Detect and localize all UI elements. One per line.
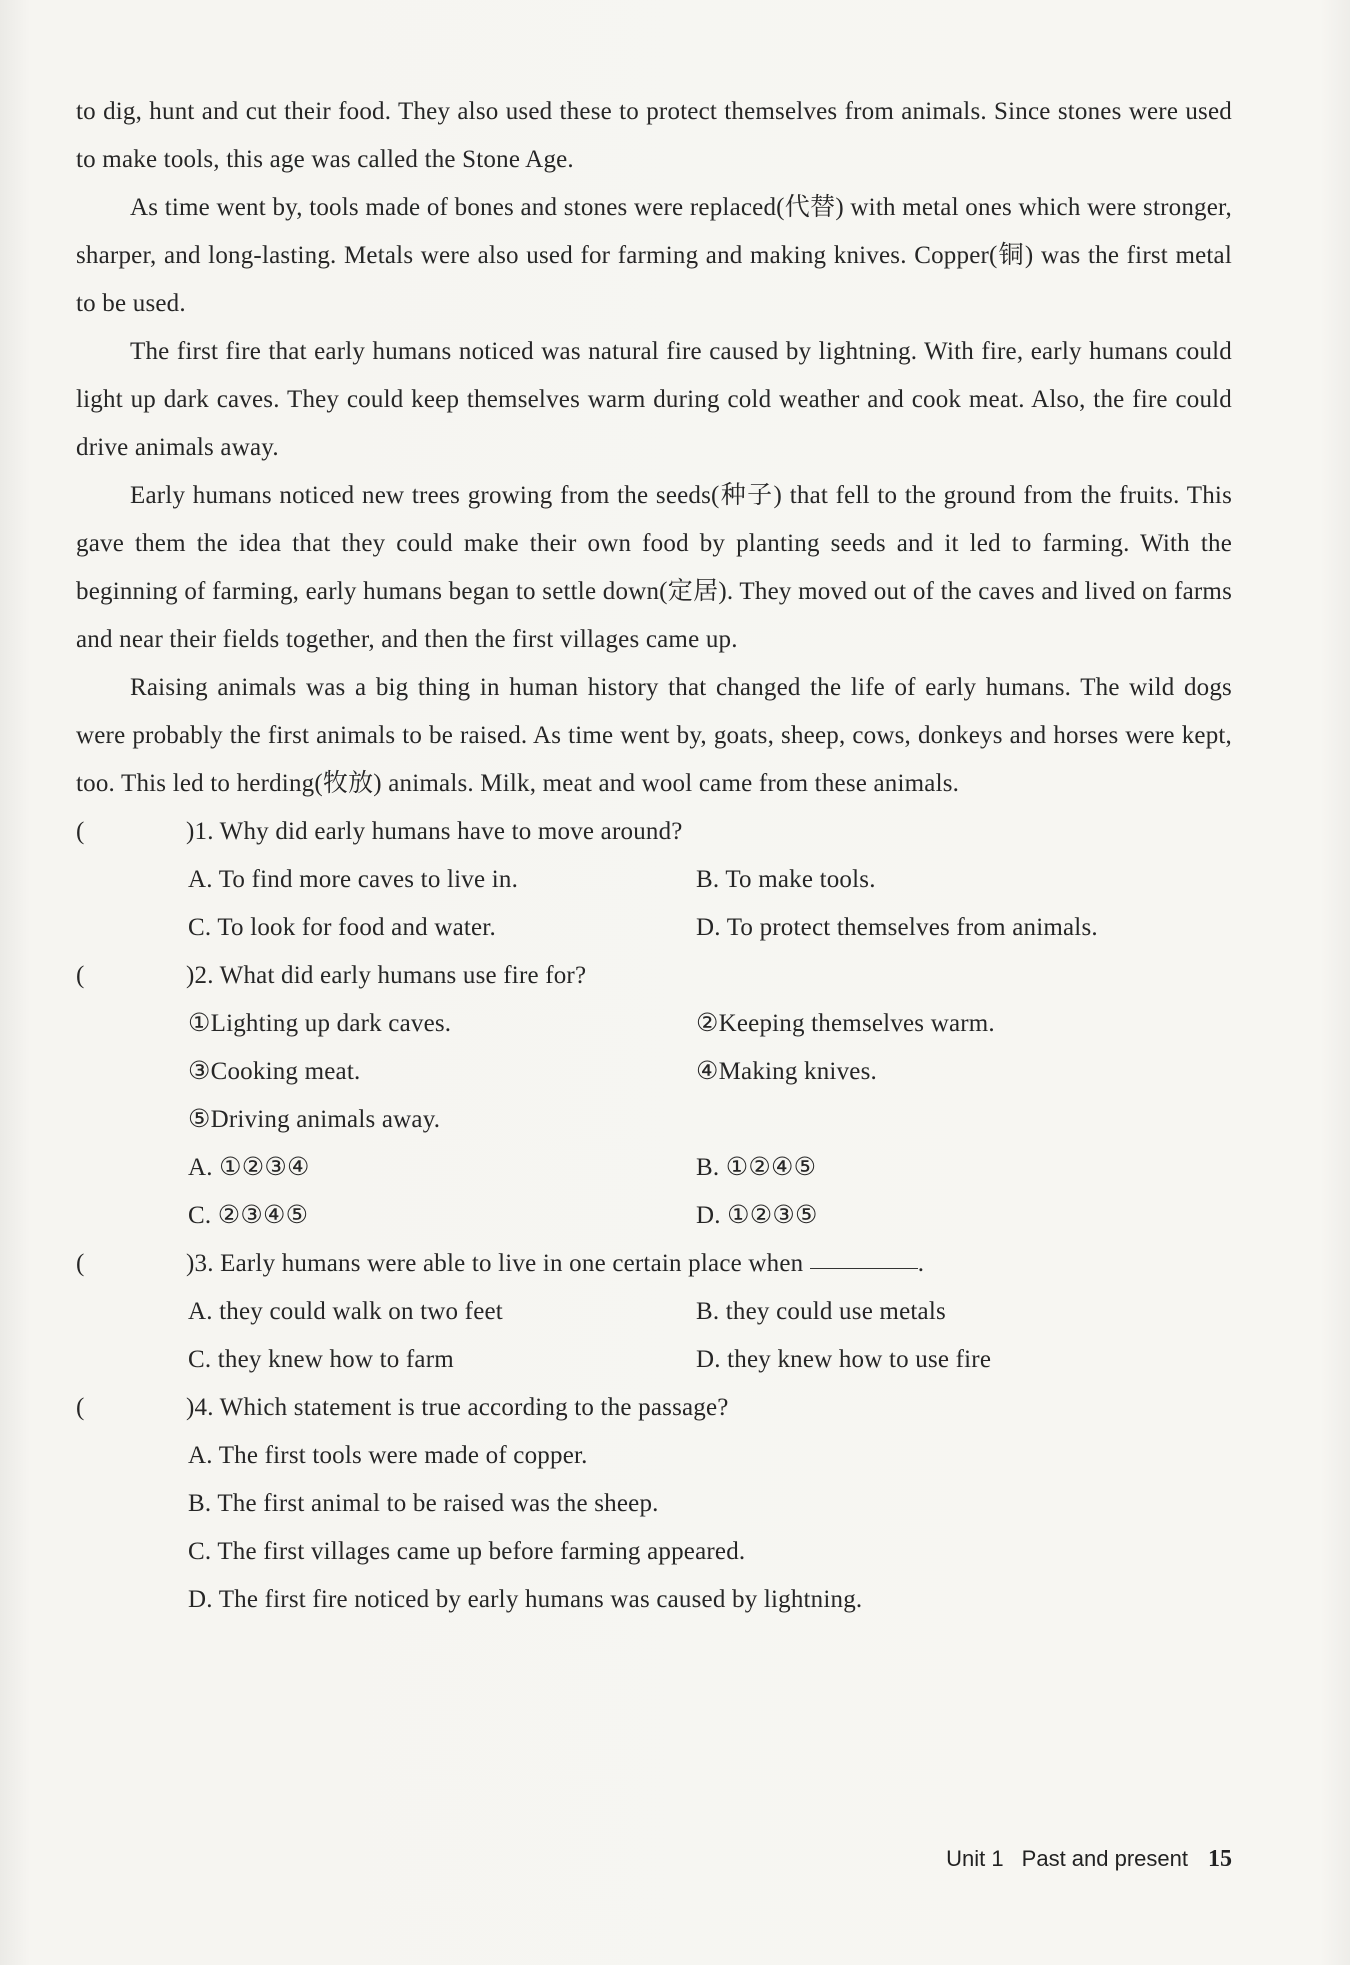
option-b: B. ①②④⑤	[696, 1154, 817, 1181]
question-4-options	[188, 1432, 1232, 1624]
question-stem-end: .	[917, 1250, 925, 1277]
option-b: B. The first animal to be raised was the sheep.	[188, 1490, 659, 1517]
page-content	[76, 88, 1232, 1624]
passage-paragraph: Raising animals was a big thing in human history that changed the life of early humans. The wild dogs were probably the first animals to be raised. As time went by, goats, sheep, cows, donkeys and horses were kept, too. This led to herding(牧放) animals. Milk, meat and wool came from these animals.	[76, 674, 1232, 797]
question-1	[76, 808, 1232, 856]
option-a: A. they could walk on two feet	[188, 1298, 503, 1325]
option-a: A. To find more caves to live in.	[188, 866, 519, 893]
question-1-options	[188, 856, 1232, 952]
page-footer	[946, 1846, 1232, 1873]
page-number: 15	[1208, 1846, 1232, 1872]
unit-title: Past and present	[1021, 1846, 1188, 1871]
item-3: ③Cooking meat.	[188, 1058, 361, 1085]
answer-bracket[interactable]: (	[76, 962, 85, 989]
option-c: C. To look for food and water.	[188, 914, 496, 941]
question-3	[76, 1240, 1232, 1288]
question-stem	[186, 1240, 1232, 1288]
question-stem-text: )3. Early humans were able to live in one certain place when	[186, 1250, 804, 1277]
answer-blank[interactable]	[810, 1267, 918, 1269]
option-d: D. ①②③⑤	[696, 1202, 818, 1229]
option-d: D. To protect themselves from animals.	[696, 914, 1098, 941]
option-c: C. ②③④⑤	[188, 1202, 309, 1229]
option-b: B. To make tools.	[696, 866, 876, 893]
item-2: ②Keeping themselves warm.	[696, 1010, 995, 1037]
question-3-options	[188, 1288, 1232, 1384]
passage-paragraph: The first fire that early humans noticed was natural fire caused by lightning. With fire, early humans could light up dark caves. They could keep themselves warm during cold weather and cook meat. Also, the fire could drive animals away.	[76, 338, 1232, 461]
question-4	[76, 1384, 1232, 1432]
passage-paragraph: As time went by, tools made of bones and stones were replaced(代替) with metal ones which were stronger, sharper, and long-lasting. Metals were also used for farming and making knives. Copper(铜) was the first metal to be used.	[76, 194, 1232, 317]
item-1: ①Lighting up dark caves.	[188, 1010, 452, 1037]
option-d: D. they knew how to use fire	[696, 1346, 992, 1373]
option-c: C. The first villages came up before farming appeared.	[188, 1538, 746, 1565]
item-5: ⑤Driving animals away.	[188, 1106, 441, 1133]
answer-bracket[interactable]: (	[76, 818, 85, 845]
answer-bracket[interactable]: (	[76, 1394, 85, 1421]
question-2	[76, 952, 1232, 1000]
passage-paragraph: to dig, hunt and cut their food. They also used these to protect themselves from animals. Since stones were used to make tools, this age was called the Stone Age.	[76, 98, 1232, 173]
option-b: B. they could use metals	[696, 1298, 946, 1325]
option-a: A. ①②③④	[188, 1154, 310, 1181]
unit-label: Unit 1	[946, 1846, 1004, 1871]
question-stem: )4. Which statement is true according to the passage?	[186, 1394, 729, 1421]
answer-bracket[interactable]: (	[76, 1250, 85, 1277]
question-2-options	[188, 1000, 1232, 1240]
option-d: D. The first fire noticed by early humans was caused by lightning.	[188, 1586, 863, 1613]
question-stem: )1. Why did early humans have to move around?	[186, 818, 683, 845]
item-4: ④Making knives.	[696, 1058, 877, 1085]
passage-paragraph: Early humans noticed new trees growing from the seeds(种子) that fell to the ground from the fruits. This gave them the idea that they could make their own food by planting seeds and it led to farming. With the beginning of farming, early humans began to settle down(定居). They moved out of the caves and lived on farms and near their fields together, and then the first villages came up.	[76, 482, 1232, 653]
option-c: C. they knew how to farm	[188, 1346, 454, 1373]
question-stem: )2. What did early humans use fire for?	[186, 962, 587, 989]
option-a: A. The first tools were made of copper.	[188, 1442, 588, 1469]
